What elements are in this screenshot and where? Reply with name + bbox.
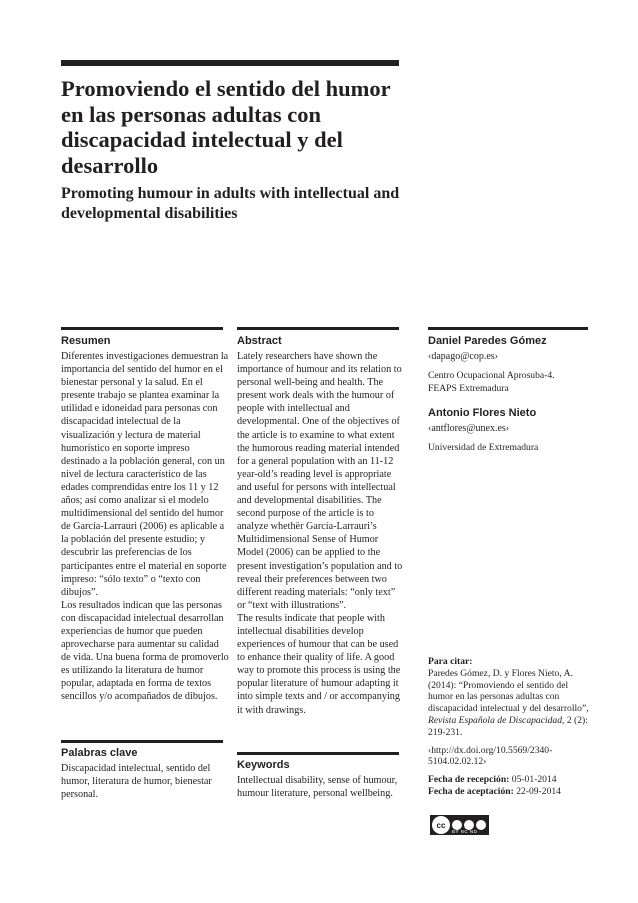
author-name: Antonio Flores Nieto [428,407,537,419]
keywords-rule [237,752,399,755]
received-date [428,774,593,786]
author-affiliation: Universidad de Extremadura [428,442,539,453]
keywords-text: Intellectual disability, sense of humour, humour literature, personal wellbeing. [237,775,398,800]
citation-text [428,668,593,739]
author-email[interactable]: ‹antflores@unex.es› [428,423,510,434]
palabras-clave-rule [61,740,223,743]
abstract-section [237,334,403,717]
doi-link[interactable]: ‹http://dx.doi.org/10.5569/2340- 5104.02.02.12› [428,744,553,768]
resumen-rule [61,327,223,330]
author-affiliation: Centro Ocupacional Aprosuba-4. FEAPS Extremadura [428,370,555,394]
resumen-heading: Resumen [61,335,111,347]
palabras-clave-section [61,746,229,801]
author-email[interactable]: ‹dapago@cop.es› [428,351,499,362]
keywords-heading: Keywords [237,759,290,771]
citation-text-before: Paredes Gómez, D. y Flores Nieto, A. (2014): “Promoviendo el sentido del humor en las personas adultas con discapacidad intelectual y del desarrollo”, [428,667,589,715]
citation-block [428,656,593,798]
article-title: Promoviendo el sentido del humor en las personas adultas con discapacidad intelectual y del desarrollo [61,76,391,178]
creative-commons-license-icon [430,815,489,835]
citation-journal: Revista Española de Discapacidad [428,714,563,726]
no-derivatives-icon [476,820,486,830]
resumen-section [61,334,229,704]
abstract-text: Lately researchers have shown the importance of humour and its relation to personal well-being and health. The present work deals with the humour of people with intellectual and developmental. One of the objectives of the article is to examine to what extent the humorous reading material intended for a general population with an 11-12 year-old’s reading level is appropriate and useful for persons with intellectual and developmental disabilities. The second purpose of the article is to analyze whethër García-Larrauri’s Multidimensional Sense of Humor Model (2006) can be applied to the present investigation’s population and to reveal their preferences between two different reading materials: “only text” or “text with illustrations”. The results indicate that people with intellectual disabilities develop experiences of humour that can be used to enhance their quality of life. A good way to promote this process is using the popular literature of humour adapting it into simple texts and / or accompanying it with drawings. [237,351,403,716]
received-value: 05-01-2014 [511,774,557,786]
abstract-heading: Abstract [237,335,282,347]
license-labels: BY NC ND [452,829,478,834]
article-subtitle: Promoting humour in adults with intellectual and developmental disabilities [61,185,400,222]
accepted-date [428,786,593,798]
citation-label: Para citar: [428,656,473,667]
palabras-clave-heading: Palabras clave [61,747,138,759]
palabras-clave-text: Discapacidad intelectual, sentido del humor, literatura de humor, bienestar personal. [61,763,212,801]
citation-text-after: , 2 (2): 219-231. [428,714,588,738]
author-name: Daniel Paredes Gómez [428,335,547,347]
received-label: Fecha de recepción: [428,774,510,786]
authors-rule [428,327,588,330]
cc-logo-icon: cc [432,816,450,834]
title-rule [61,60,399,66]
accepted-value: 22-09-2014 [516,785,561,797]
accepted-label: Fecha de aceptación: [428,785,514,797]
abstract-rule [237,327,399,330]
keywords-section [237,758,403,800]
resumen-text: Diferentes investigaciones demuestran la importancia del sentido del humor en el bienestar personal y la salud. En el presente trabajo se plantea examinar la utilidad e idoneidad para personas con discapacidad intelectual de la visualización y lectura de material humorístico en soporte impreso destinado a la población general, con un nivel de lectura característico de las edades comprendidas entre los 11 y 12 años; así como analizar si el modelo multidimensional del sentido del humor de García-Larrauri (2006) es aplicable a la población del presente estudio; y descubrir las preferencias de los participantes entre el material en soporte impreso: “sólo texto” o “texto con dibujos”. Los resultados indican que las personas con discapacidad intelectual desarrollan experiencias de humor que pueden aprovecharse para aumentar su calidad de vida. Una buena forma de promoverlo es utilizando la literatura de humor popular, adaptada en forma de textos sencillos y/o acompañados de dibujos. [61,351,229,703]
authors-section [428,334,593,466]
